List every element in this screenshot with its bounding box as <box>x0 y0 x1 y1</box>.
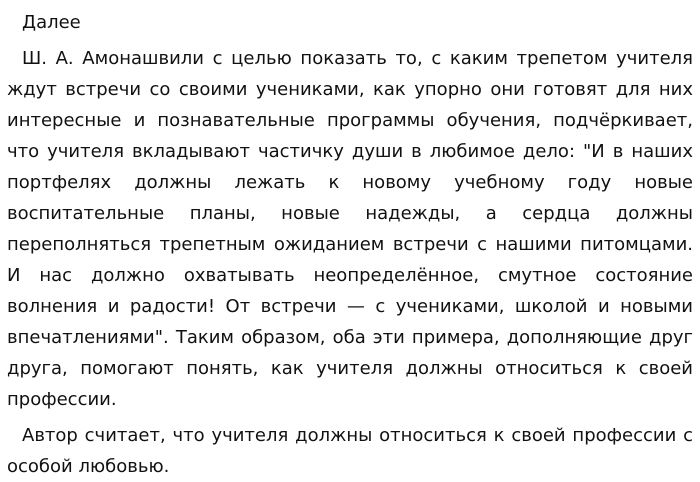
paragraph-1: Ш. А. Амонашвили с целью показать то, с каким трепетом учителя ждут встречи со своими учениками, как упорно они готовят для них интересные и познавательные программы обучения, подчёркивает, что учителя вкладывают частичку души в любимое дело: "И в наших портфелях должны лежать к новому учебному году новые воспитательные планы, новые надежды, а сердца должны переполняться трепетным ожиданием встречи с нашими питомцами. И нас должно охватывать неопределённое, смутное состояние волнения и радости! От встречи — с учениками, школой и новыми впечатлениями". Таким образом, оба эти примера, дополняющие друг друга, помогают понять, как учителя должны относиться к своей профессии. <box>7 48 693 410</box>
paragraph-2: Автор считает, что учителя должны относиться к своей профессии с особой любовью. <box>7 425 693 477</box>
document-heading: Далее <box>22 12 81 33</box>
